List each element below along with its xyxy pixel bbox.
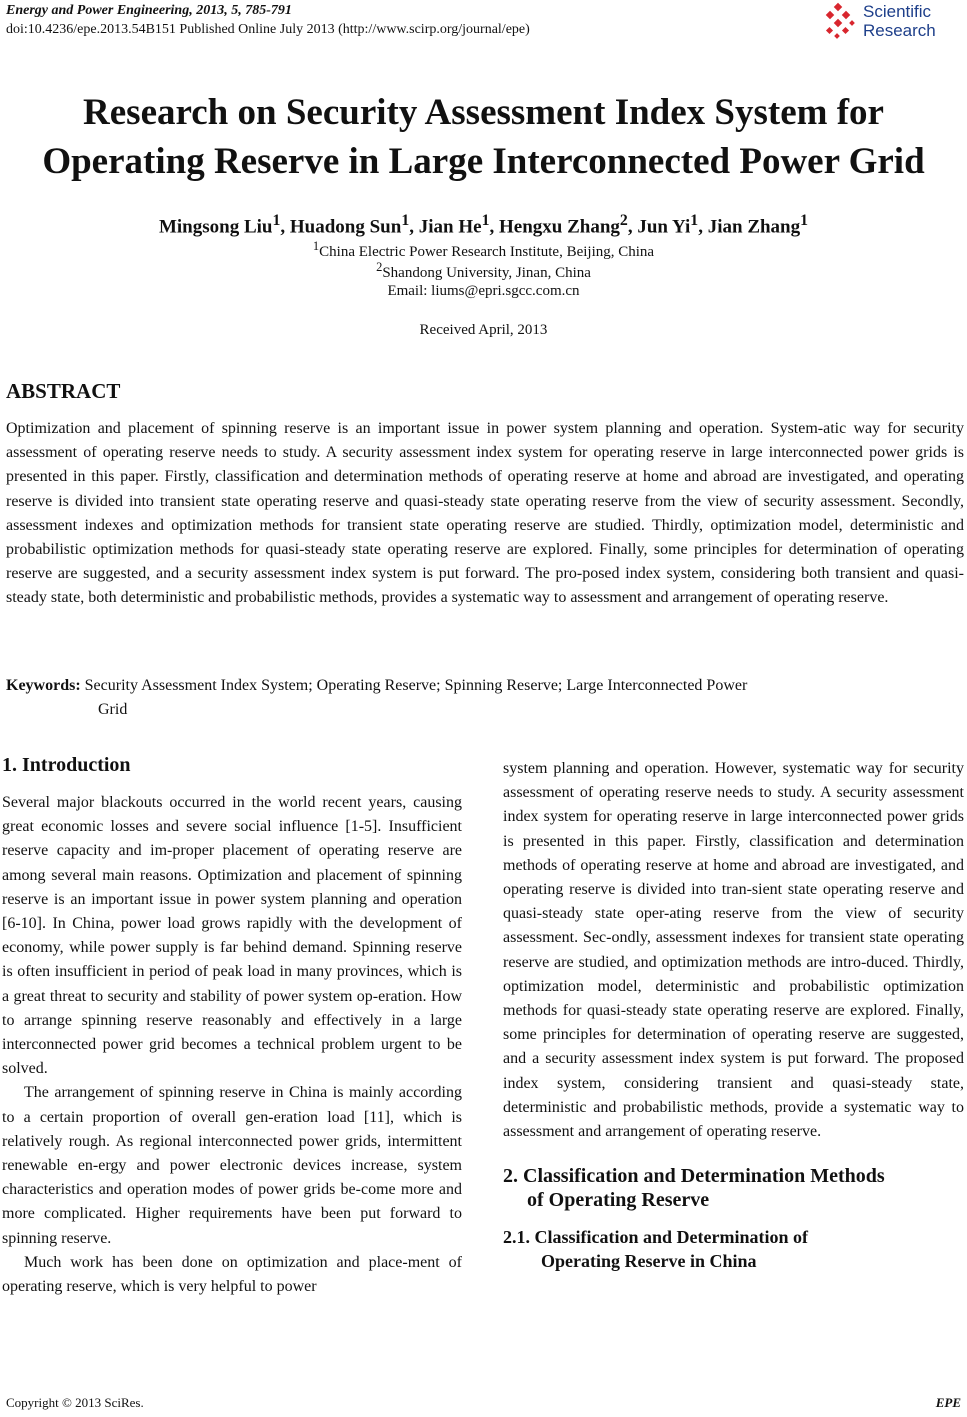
paper-title: [0, 88, 967, 186]
right-column: [503, 757, 964, 1273]
journal-volume: , 2013, 5, 785-791: [189, 3, 292, 18]
keywords: [6, 674, 964, 722]
author-separator: ,: [280, 216, 290, 238]
intro-paragraph-2: The arrangement of spinning reserve in China is mainly according to a certain proportion of overall gen-eration load [11], which is relatively rough. As regional interconnected power grids, intermittent renewable en-ergy and power electronic devices increase, system characteristics and operation modes of power grids be-come more and more complicated. Higher requirements have been put forward to spinning reserve.: [2, 1084, 462, 1247]
intro-paragraph-3: Much work has been done on optimization and place-ment of operating reserve, which is very helpful to power: [2, 1253, 462, 1296]
journal-header: [6, 3, 292, 19]
abstract-text: Optimization and placement of spinning reserve is an important issue in power system planning and operation. System-atic way for security assessment of operating reserve needs to study. A security assessment index system for operating reserve in large interconnected power grids is presented in this paper. Firstly, classification and determination methods of operating reserve at home and abroad are investigated, and operating reserve is divided into transient state operating reserve and quasi-steady state operating reserve from the view of security assessment. Secondly, assessment indexes and optimization methods for transient state operating reserve are studied. Thirdly, optimization model, deterministic and probabilistic optimization methods for quasi-steady state operating reserve are explored. Finally, some principles for determination of operating reserve are suggested, and a security assessment index system is put forward. The pro-posed index system, considering both transient and quasi-steady state, both deterministic and probabilistic methods, provides a systematic way to assessment and arrangement of operating reserve.: [6, 420, 964, 607]
journal-name: Energy and Power Engineering: [6, 3, 190, 18]
author-name: Jian He: [418, 216, 482, 238]
author-name: Jian Zhang: [707, 216, 801, 238]
intro-paragraph-1: Several major blackouts occurred in the world recent years, causing great economic losses and severe social influence [1-5]. Insufficient reserve capacity and im-proper placement of operating reserve are among several main reasons. Optimization and placement of spinning reserve is an important issue in power system planning and operation [6-10]. In China, power load grows rapidly with the development of economy, while power supply is far behind demand. Spinning reserve is often insufficient in period of peak load in many provinces, which is a great threat to security and stability of power system op-eration. How to arrange spinning reserve reasonably and effectively in a large interconnected power grid becomes a technical problem urgent to be solved.: [2, 794, 462, 1078]
section-2-heading-line-2: of Operating Reserve: [527, 1189, 710, 1212]
affil-sup: 2: [376, 260, 383, 274]
left-column: [2, 753, 462, 1299]
author-affil-sup: 1: [272, 212, 281, 229]
author-name: Mingsong Liu: [158, 216, 273, 238]
author-affil-sup: 1: [800, 212, 809, 229]
author-affil-sup: 2: [619, 212, 628, 229]
author-separator: ,: [409, 216, 419, 238]
received-date: Received April, 2013: [419, 322, 548, 338]
logo-text: [863, 2, 936, 40]
section-2-heading-line-1: 2. Classification and Determination Methods: [503, 1165, 885, 1188]
section-2-heading: [503, 1164, 964, 1212]
affiliation-1: [0, 239, 967, 261]
abstract-heading: ABSTRACT: [6, 379, 121, 403]
title-line-1: Research on Security Assessment Index System for: [83, 92, 884, 133]
affil-text: China Electric Power Research Institute, Beijing, China: [319, 244, 655, 260]
publisher-logo[interactable]: [821, 2, 961, 42]
affil-text: Shandong University, Jinan, China: [382, 265, 591, 281]
footer-journal: EPE: [935, 1395, 961, 1410]
affiliation-2: [0, 260, 967, 282]
section-1-heading: 1. Introduction: [2, 754, 131, 776]
author-name: Huadong Sun: [289, 216, 402, 238]
author-separator: ,: [627, 216, 638, 238]
keywords-text-continued: Grid: [98, 701, 128, 718]
subsection-2-1-heading-line-2: Operating Reserve in China: [541, 1251, 757, 1272]
author-name: Hengxu Zhang: [498, 216, 620, 238]
author-email[interactable]: Email: liums@epri.sgcc.com.cn: [387, 283, 580, 299]
keywords-text: Security Assessment Index System; Operating Reserve; Spinning Reserve; Large Interconnected Power: [84, 677, 748, 694]
doi-line: doi:10.4236/epe.2013.54B151 Published Online July 2013 (http://www.scirp.org/journal/epe): [6, 22, 530, 37]
title-line-2: Operating Reserve in Large Interconnected Power Grid: [42, 141, 925, 182]
author-affil-sup: 1: [690, 212, 699, 229]
author-separator: ,: [489, 216, 499, 238]
logo-line-2: Research: [863, 21, 936, 40]
author-separator: ,: [698, 216, 708, 238]
affil-sup: 1: [312, 239, 320, 253]
author-affil-sup: 1: [401, 212, 410, 229]
author-name: Jun Yi: [637, 216, 691, 238]
subsection-2-1-heading-line-1: 2.1. Classification and Determination of: [503, 1227, 808, 1248]
keywords-label: Keywords:: [6, 677, 81, 694]
subsection-2-1-heading: [503, 1225, 964, 1273]
intro-paragraph-4: system planning and operation. However, systematic way for security assessment of operating reserve needs to study. A security assessment index system for operating reserve in large interconnected power grids is presented in this paper. Firstly, classification and determination methods of operating reserve at home and abroad are investigated, and operating reserve is divided into tran-sient state operating reserve and quasi-steady state oper-ating reserve from the view of security assessment. Sec-ondly, assessment indexes for transient state operating reserve are studied, and optimization methods are intro-duced. Thirdly, optimization model, deterministic and probabilistic optimization methods for quasi-steady state operating reserve are explored. Finally, some principles for determination of operating reserve are suggested, and a security assessment index system is put forward. The proposed index system, considering transient and quasi-steady state, deterministic and probabilistic methods, provide a systematic way to assessment and arrangement of operating reserve.: [503, 760, 964, 1141]
footer-copyright: Copyright © 2013 SciRes.: [6, 1395, 144, 1410]
logo-line-1: Scientific: [863, 2, 932, 21]
scientific-research-logo-icon: [821, 2, 859, 42]
author-affil-sup: 1: [481, 212, 490, 229]
author-list: [0, 212, 967, 238]
